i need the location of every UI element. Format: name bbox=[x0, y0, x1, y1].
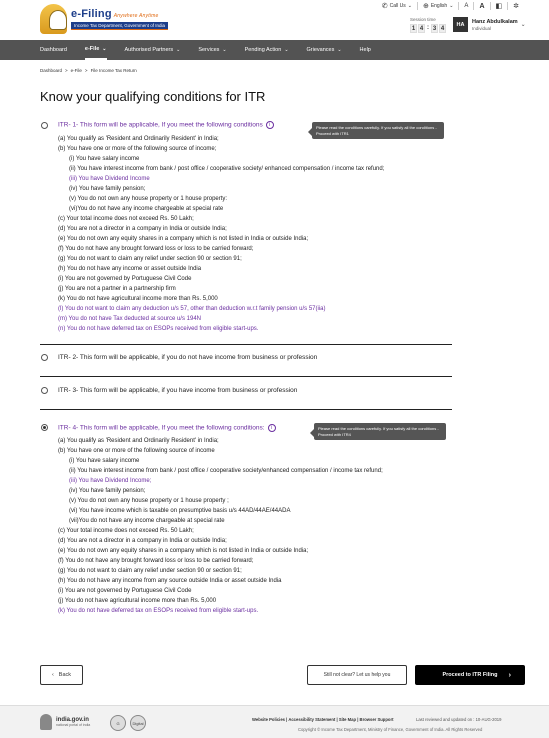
chevron-down-icon: ⌄ bbox=[337, 47, 342, 53]
header bbox=[0, 0, 549, 40]
condition-item: (k) You do not have agricultural income more than Rs. 5,000 bbox=[58, 296, 218, 302]
itr3-heading: ITR- 3- This form will be applicable, if you have income from business or profession bbox=[58, 387, 298, 394]
condition-item: (iii) You have Dividend Income; bbox=[69, 478, 152, 484]
condition-item: (g) You do not want to claim any relief under section 90 or section 91; bbox=[58, 568, 242, 574]
itr4-radio[interactable] bbox=[41, 424, 48, 431]
footer-links[interactable]: Website Policies | Accessibility Statement | Site Map | Browser Support bbox=[252, 717, 394, 722]
nav-help[interactable] bbox=[360, 40, 371, 60]
chevron-down-icon: ⌄ bbox=[176, 47, 181, 53]
itr1-heading-text: ITR- 1- This form will be applicable, If you meet the following conditions bbox=[58, 121, 263, 129]
proceed-button[interactable] bbox=[415, 665, 525, 685]
chevron-down-icon: ⌄ bbox=[520, 22, 526, 28]
contrast-icon[interactable]: ◧ bbox=[495, 3, 503, 10]
condition-item: (ii) You have interest income from bank / post office / cooperative society/ enhanced compensation / income tax refund; bbox=[69, 166, 385, 172]
nav-label: Dashboard bbox=[40, 47, 67, 53]
condition-item: (iii) You have Dividend Income bbox=[69, 176, 150, 182]
condition-item: (d) You are not a director in a company in India or outside India; bbox=[58, 226, 227, 232]
language-label: English bbox=[430, 3, 448, 9]
timer-digit: 1 bbox=[411, 26, 416, 32]
itr4-heading-text: ITR- 4- This form will be applicable, If you meet the following conditions: bbox=[58, 424, 265, 432]
nav-label: Help bbox=[359, 47, 371, 53]
efiling-logo[interactable] bbox=[40, 4, 168, 34]
chevron-down-icon: ⌄ bbox=[407, 3, 412, 9]
user-menu[interactable] bbox=[453, 17, 526, 32]
condition-item: (h) You do not have any income from any source outside India or asset outside India bbox=[58, 578, 282, 584]
timer-digit: 3 bbox=[432, 26, 437, 32]
condition-item: (c) Your total income does not exceed Rs. 50 Lakh; bbox=[58, 216, 194, 222]
nav-dashboard[interactable] bbox=[40, 40, 67, 60]
breadcrumb-separator: > bbox=[65, 68, 68, 73]
breadcrumb-dashboard[interactable]: Dashboard bbox=[40, 68, 63, 73]
divider bbox=[40, 409, 452, 410]
divider bbox=[40, 376, 452, 377]
font-decrease-button[interactable]: A bbox=[464, 3, 469, 9]
session-timer: Session time 1 4 : 3 4 bbox=[410, 17, 447, 33]
help-button[interactable]: Still not clear? Let us help you bbox=[307, 665, 407, 685]
condition-item: (vii)You do not have any income chargeable at special rate bbox=[69, 518, 225, 524]
proceed-label: Proceed to ITR Filing bbox=[442, 672, 498, 678]
condition-item: (i) You are not governed by Portuguese Civil Code bbox=[58, 588, 192, 594]
top-utility-bar bbox=[382, 2, 519, 10]
condition-item: (f) You do not have any brought forward loss or loss to be carried forward; bbox=[58, 558, 254, 564]
condition-item: (j) You do not have agricultural income more than Rs. 5,000 bbox=[58, 598, 217, 604]
condition-item: (b) You have one or more of the following source of income; bbox=[58, 146, 217, 152]
info-icon[interactable]: i bbox=[268, 424, 276, 432]
condition-item: (i) You have salary income bbox=[69, 458, 140, 464]
national-emblem-icon bbox=[40, 4, 67, 34]
condition-item: (v) You do not own any house property or 1 house property ; bbox=[69, 498, 229, 504]
itr1-section bbox=[40, 120, 452, 350]
india-gov-logo[interactable] bbox=[40, 714, 90, 730]
condition-item: (h) You do not have any income or asset outside India bbox=[58, 266, 202, 272]
national-emblem-icon bbox=[40, 714, 52, 730]
chevron-down-icon: ⌄ bbox=[102, 46, 107, 52]
condition-item: (j) You are not a partner in a partnership firm bbox=[58, 286, 176, 292]
digital-india-badge[interactable]: Digital bbox=[130, 715, 146, 731]
divider bbox=[40, 344, 452, 345]
back-button[interactable] bbox=[40, 665, 83, 685]
itr2-section bbox=[40, 354, 452, 368]
copyright: Copyright © Income Tax Department, Ministry of Finance, Government of India. All Rights Reserved bbox=[298, 727, 483, 732]
page-title: Know your qualifying conditions for ITR bbox=[40, 89, 266, 104]
condition-item: (v) You do not own any house property or 1 house property: bbox=[69, 196, 228, 202]
chevron-down-icon: ⌄ bbox=[222, 47, 227, 53]
nav-services[interactable] bbox=[198, 40, 226, 60]
itr1-heading bbox=[58, 121, 274, 129]
itr2-heading: ITR- 2- This form will be applicable, if you do not have income from business or profession bbox=[58, 354, 318, 361]
breadcrumb-current: File Income Tax Return bbox=[90, 68, 137, 73]
itr1-conditions-list bbox=[58, 134, 384, 334]
info-icon[interactable]: i bbox=[266, 121, 274, 129]
condition-item: (e) You do not own any equity shares in a company which is not listed in India or outside India; bbox=[58, 236, 309, 242]
nav-authorised-partners[interactable] bbox=[125, 40, 181, 60]
itr3-section bbox=[40, 387, 452, 401]
condition-item: (g) You do not want to claim any relief under section 90 or section 91; bbox=[58, 256, 242, 262]
condition-item: (b) You have one or more of the following source of income bbox=[58, 448, 215, 454]
font-increase-button[interactable]: A bbox=[479, 2, 485, 10]
itr3-radio[interactable] bbox=[41, 387, 48, 394]
language-selector[interactable] bbox=[423, 2, 453, 10]
condition-item: (iv) You have family pension; bbox=[69, 186, 146, 192]
user-role: Individual bbox=[472, 25, 492, 31]
chevron-right-icon: › bbox=[508, 671, 511, 679]
nav-label: Pending Action bbox=[244, 47, 282, 53]
chevron-down-icon: ⌄ bbox=[449, 3, 454, 9]
condition-item: (iv) You have family pension; bbox=[69, 488, 146, 494]
portal-subtitle: national portal of india bbox=[56, 723, 91, 727]
chevron-down-icon: ⌄ bbox=[284, 47, 289, 53]
globe-icon: ⊕ bbox=[422, 3, 429, 10]
condition-item: (l) You do not want to claim any deduction u/s 57, other than deduction w.r.t family pension u/s 57(iia) bbox=[58, 306, 326, 312]
nav-label: Authorised Partners bbox=[124, 47, 174, 53]
g20-badge[interactable]: G bbox=[110, 715, 126, 731]
condition-item: (c) Your total income does not exceed Rs. 50 Lakh; bbox=[58, 528, 194, 534]
user-name: Hanz Abdulkalam bbox=[472, 18, 518, 25]
nav-pending-action[interactable] bbox=[245, 40, 289, 60]
condition-item: (f) You do not have any brought forward loss or loss to be carried forward; bbox=[58, 246, 254, 252]
nav-efile[interactable] bbox=[85, 40, 107, 60]
settings-icon[interactable]: ✲ bbox=[513, 3, 519, 10]
timer-digit: 4 bbox=[419, 26, 424, 32]
itr4-section bbox=[40, 423, 452, 623]
main-nav bbox=[0, 40, 549, 60]
condition-item: (ii) You have interest income from bank / post office / cooperative society/enhanced compensation / income tax refund; bbox=[69, 468, 383, 474]
back-label: Back bbox=[58, 672, 72, 678]
breadcrumb bbox=[40, 68, 140, 73]
session-label: Session time bbox=[410, 17, 436, 22]
nav-label: Services bbox=[198, 47, 220, 53]
condition-item: (a) You qualify as 'Resident and Ordinarily Resident' in India; bbox=[58, 438, 219, 444]
condition-item: (d) You are not a director in a company in India or outside India; bbox=[58, 538, 227, 544]
logo-department: Income Tax Department, Government of India bbox=[71, 22, 168, 30]
footer bbox=[0, 705, 549, 738]
itr4-heading bbox=[58, 424, 276, 432]
condition-item: (i) You are not governed by Portuguese Civil Code bbox=[58, 276, 192, 282]
condition-item: (i) You have salary income bbox=[69, 156, 140, 162]
condition-item: (k) You do not have deferred tax on ESOPs received from eligible start-ups. bbox=[58, 608, 259, 614]
itr1-tooltip: Please read the conditions carefully. If you satisfy all the conditions - Proceed with ITR1 bbox=[312, 122, 444, 139]
condition-item: (e) You do not own any equity shares in a company which is not listed in India or outside India; bbox=[58, 548, 309, 554]
last-updated: Last reviewed and updated on : 10-AUG-2019 bbox=[416, 717, 502, 722]
chevron-left-icon: ‹ bbox=[51, 672, 54, 678]
avatar: HA bbox=[453, 17, 468, 32]
condition-item: (vi)You do not have any income chargeable at special rate bbox=[69, 206, 224, 212]
breadcrumb-separator: > bbox=[84, 68, 88, 73]
timer-digit: 4 bbox=[440, 26, 445, 32]
logo-title: e-Filing bbox=[71, 8, 112, 20]
condition-item: (a) You qualify as 'Resident and Ordinarily Resident' in India; bbox=[58, 136, 219, 142]
itr1-radio[interactable] bbox=[41, 122, 48, 129]
nav-label: e-File bbox=[84, 46, 100, 52]
phone-icon: ✆ bbox=[381, 3, 388, 10]
call-us-label: Call Us bbox=[389, 3, 406, 9]
logo-tagline: Anywhere Anytime bbox=[113, 13, 159, 19]
call-us-link[interactable] bbox=[382, 2, 412, 10]
condition-item: (n) You do not have deferred tax on ESOPs received from eligible start-ups. bbox=[58, 326, 259, 332]
itr4-tooltip: Please read the conditions carefully. If you satisfy all the conditions - Proceed with ITR4 bbox=[314, 423, 446, 440]
portal-name: india.gov.in bbox=[56, 717, 89, 723]
itr4-conditions-list bbox=[58, 436, 383, 616]
nav-grievances[interactable] bbox=[307, 40, 342, 60]
nav-label: Grievances bbox=[306, 47, 335, 53]
itr2-radio[interactable] bbox=[41, 354, 48, 361]
condition-item: (vi) You have income which is taxable on presumptive basis u/s 44AD/44AE/44ADA bbox=[69, 508, 291, 514]
breadcrumb-efile[interactable]: e-File bbox=[70, 68, 82, 73]
condition-item: (m) You do not have Tax deducted at source u/s 194N bbox=[58, 316, 201, 322]
